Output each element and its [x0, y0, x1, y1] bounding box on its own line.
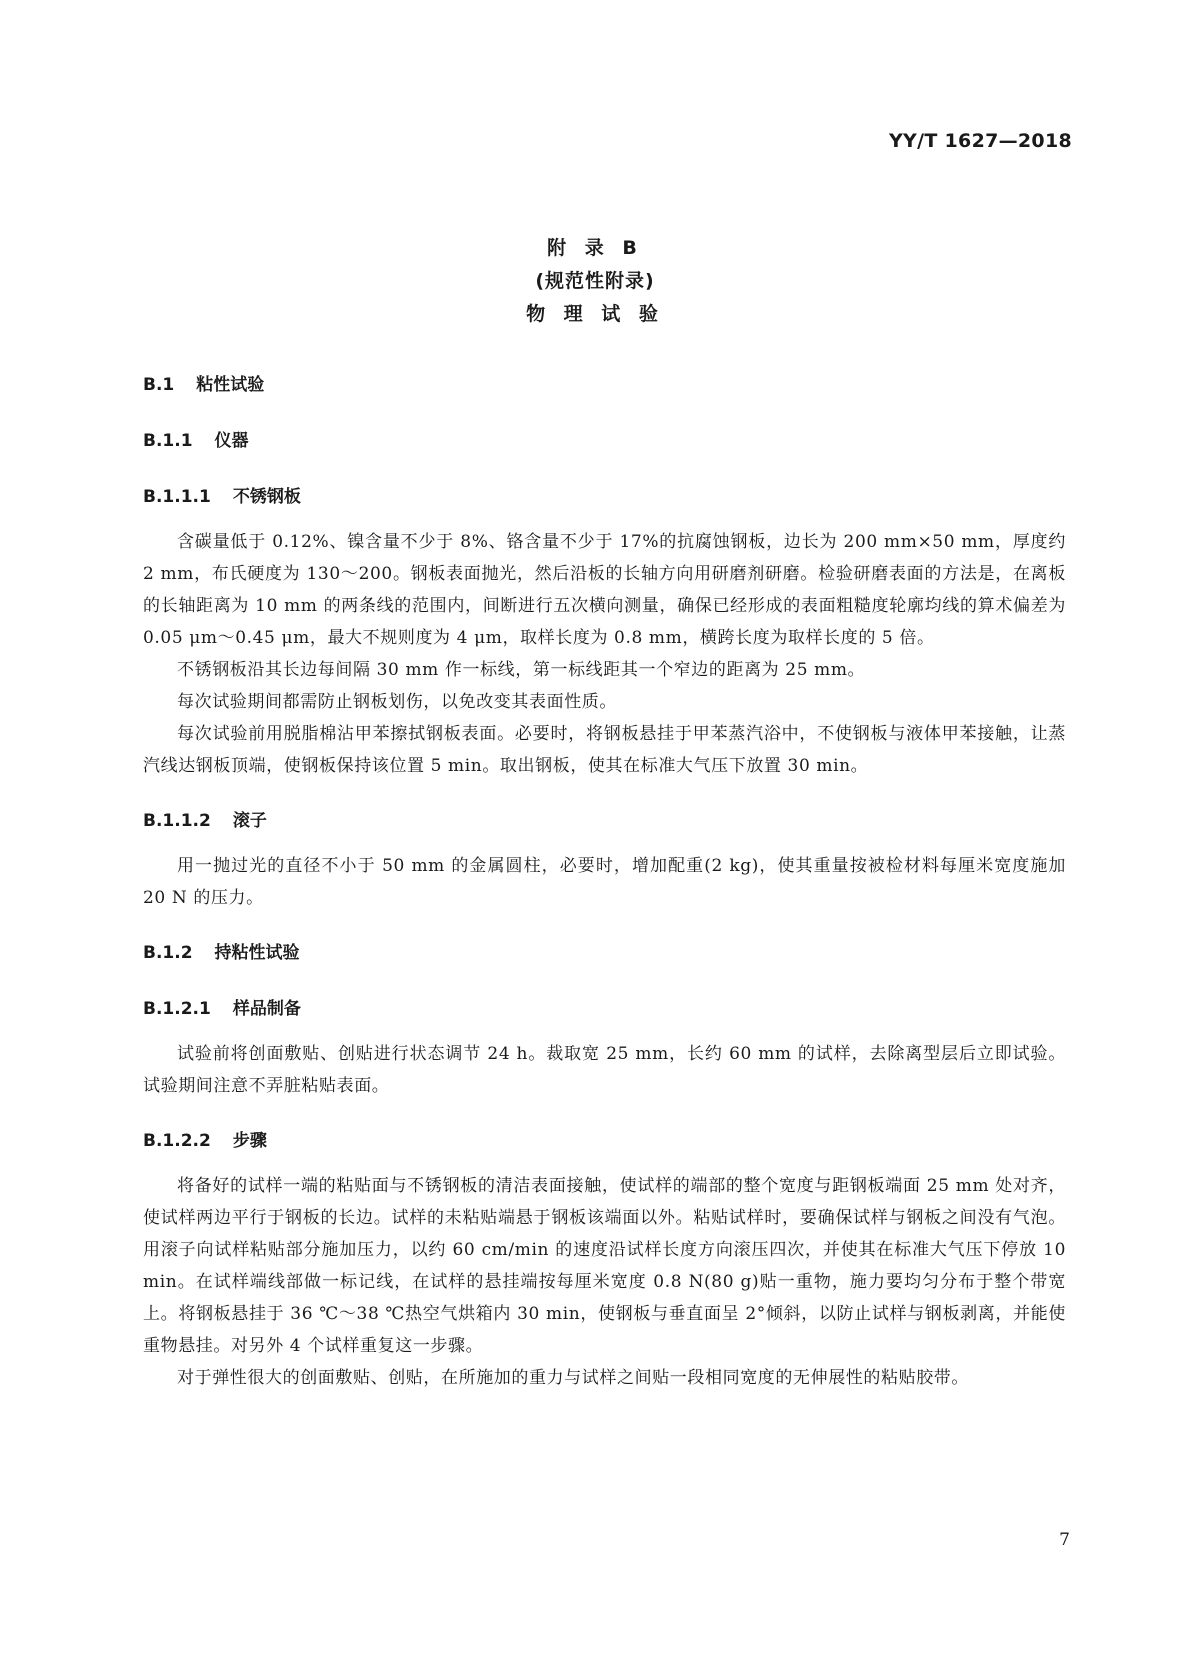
section-number: B.1.2.2 [143, 1131, 211, 1151]
paragraph: 每次试验前用脱脂棉沾甲苯擦拭钢板表面。必要时，将钢板悬挂于甲苯蒸汽浴中，不使钢板与液体甲苯接触，让蒸汽线达钢板顶端，使钢板保持该位置 5 min。取出钢板，使其在标准大气压下放置 30 min。 [143, 724, 1066, 776]
paragraph: 含碳量低于 0.12%、镍含量不少于 8%、铬含量不少于 17%的抗腐蚀钢板，边长为 200 mm×50 mm，厚度约 2 mm，布氏硬度为 130～200。钢板表面抛光，然后沿板的长轴方向用研磨剂研磨。检验研磨表面的方法是，在离板的长轴距离为 10 mm 的两条线的范围内，间断进行五次横向测量，确保已经形成的表面粗糙度轮廓均线的算术偏差为 0.05 μm～0.45 μm，最大不规则度为 4 μm，取样长度为 0.8 mm，横跨长度为取样长度的 5 倍。 [143, 532, 1066, 648]
section-title: 粘性试验 [196, 375, 265, 395]
paragraph: 不锈钢板沿其长边每间隔 30 mm 作一标线，第一标线距其一个窄边的距离为 25 mm。 [177, 660, 866, 680]
annex-name: 物 理 试 验 [526, 303, 664, 325]
section-number: B.1.1.1 [143, 487, 211, 507]
standard-number: YY/T 1627—2018 [889, 130, 1072, 152]
paragraph: 每次试验期间都需防止钢板划伤，以免改变其表面性质。 [177, 692, 617, 712]
section-heading-b12 [143, 938, 1066, 968]
annex-title: 附 录 B [547, 237, 643, 259]
section-heading-b111 [143, 482, 1066, 512]
paragraph: 试验前将创面敷贴、创贴进行状态调节 24 h。裁取宽 25 mm，长约 60 mm 的试样，去除离型层后立即试验。试验期间注意不弄脏粘贴表面。 [143, 1044, 1066, 1096]
section-number: B.1.2 [143, 943, 193, 963]
section-title: 滚子 [232, 811, 267, 831]
section-heading-b122 [143, 1126, 1066, 1156]
paragraph: 用一抛过光的直径不小于 50 mm 的金属圆柱，必要时，增加配重(2 kg)，使其重量按被检材料每厘米宽度施加 20 N 的压力。 [143, 856, 1066, 908]
section-heading-b112 [143, 806, 1066, 836]
section-title: 步骤 [232, 1131, 267, 1151]
section-title: 不锈钢板 [232, 487, 301, 507]
section-heading-b1 [143, 370, 1066, 400]
section-number: B.1 [143, 375, 175, 395]
paragraph: 对于弹性很大的创面敷贴、创贴，在所施加的重力与试样之间贴一段相同宽度的无伸展性的粘贴胶带。 [177, 1368, 969, 1388]
section-heading-b11 [143, 426, 1066, 456]
section-number: B.1.1.2 [143, 811, 211, 831]
page-number: 7 [1059, 1530, 1070, 1550]
section-title: 样品制备 [232, 999, 301, 1019]
section-title: 仪器 [214, 431, 249, 451]
document-body [143, 370, 1066, 1394]
section-number: B.1.2.1 [143, 999, 211, 1019]
paragraph: 将备好的试样一端的粘贴面与不锈钢板的清洁表面接触，使试样的端部的整个宽度与距钢板端面 25 mm 处对齐，使试样两边平行于钢板的长边。试样的未粘贴端悬于钢板该端面以外。粘贴试样时，要确保试样与钢板之间没有气泡。用滚子向试样粘贴部分施加压力，以约 60 cm/min 的速度沿试样长度方向滚压四次，并使其在标准大气压下停放 10 min。在试样端线部做一标记线，在试样的悬挂端按每厘米宽度 0.8 N(80 g)贴一重物，施力要均匀分布于整个带宽上。将钢板悬挂于 36 ℃～38 ℃热空气烘箱内 30 min，使钢板与垂直面呈 2°倾斜，以防止试样与钢板剥离，并能使重物悬挂。对另外 4 个试样重复这一步骤。 [143, 1176, 1066, 1356]
section-title: 持粘性试验 [214, 943, 300, 963]
section-number: B.1.1 [143, 431, 193, 451]
annex-heading [0, 232, 1190, 331]
section-heading-b121 [143, 994, 1066, 1024]
annex-type: (规范性附录) [535, 270, 655, 292]
